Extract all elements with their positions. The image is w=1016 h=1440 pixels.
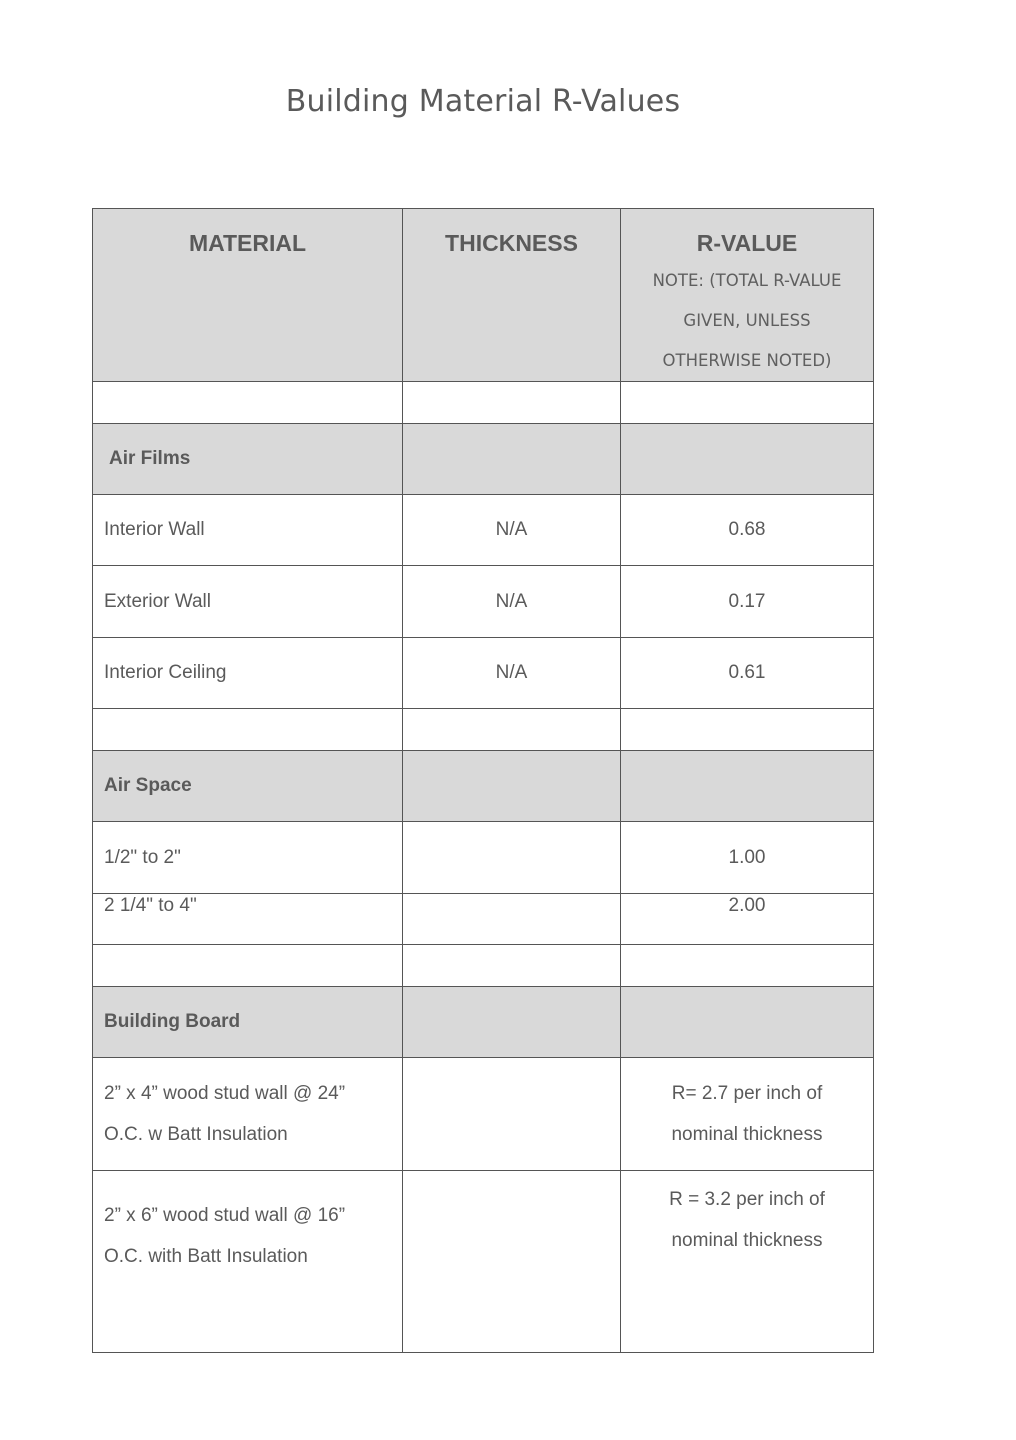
section-label: Air Space [93, 751, 403, 822]
rvalue-cell: 0.68 [621, 495, 874, 566]
empty-cell [621, 709, 874, 751]
rvalue-cell: 0.61 [621, 638, 874, 709]
empty-cell [403, 424, 621, 495]
rvalue-cell [621, 1058, 874, 1171]
material-line: 2” x 4” wood stud wall @ 24” [104, 1083, 346, 1104]
rvalue-cell: 2.00 [621, 894, 874, 945]
material-line: O.C. w Batt Insulation [104, 1124, 288, 1145]
material-line: 2” x 6” wood stud wall @ 16” [104, 1205, 346, 1226]
table-row [93, 1058, 874, 1171]
empty-cell [621, 751, 874, 822]
thickness-cell [403, 822, 621, 894]
empty-cell [621, 382, 874, 424]
material-cell [93, 1058, 403, 1171]
spacer-row [93, 945, 874, 987]
empty-cell [93, 382, 403, 424]
rvalue-cell: 0.17 [621, 566, 874, 638]
header-thickness [403, 209, 621, 382]
header-material [93, 209, 403, 382]
rvalue-line: nominal thickness [671, 1124, 823, 1145]
section-row-air-films [93, 424, 874, 495]
header-rvalue [621, 209, 874, 382]
material-cell [93, 1171, 403, 1353]
material-line: O.C. with Batt Insulation [104, 1246, 308, 1267]
header-row [93, 209, 874, 382]
material-cell: 1/2" to 2" [93, 822, 403, 894]
table-row [93, 566, 874, 638]
rvalue-line: nominal thickness [671, 1230, 823, 1251]
header-note-line: NOTE: (TOTAL R-VALUE [652, 271, 842, 290]
empty-cell [403, 945, 621, 987]
table-row [93, 894, 874, 945]
empty-cell [403, 382, 621, 424]
thickness-cell: N/A [403, 495, 621, 566]
thickness-cell: N/A [403, 638, 621, 709]
header-note [621, 261, 873, 381]
empty-cell [93, 709, 403, 751]
table-row [93, 495, 874, 566]
material-cell: Interior Wall [93, 495, 403, 566]
table-row [93, 638, 874, 709]
page-title: Building Material R-Values [285, 84, 681, 119]
thickness-cell [403, 1058, 621, 1171]
thickness-cell [403, 894, 621, 945]
spacer-row [93, 382, 874, 424]
table-row [93, 822, 874, 894]
empty-cell [621, 945, 874, 987]
r-value-table [92, 208, 874, 1353]
section-label: Building Board [93, 987, 403, 1058]
section-label: Air Films [93, 424, 403, 495]
thickness-cell [403, 1171, 621, 1353]
section-row-building-board [93, 987, 874, 1058]
empty-cell [93, 945, 403, 987]
header-rvalue-label: R-VALUE [696, 230, 798, 256]
empty-cell [621, 987, 874, 1058]
header-thickness-label: THICKNESS [445, 230, 578, 256]
rvalue-line: R = 3.2 per inch of [669, 1189, 825, 1210]
rvalue-cell: 1.00 [621, 822, 874, 894]
rvalue-line: R= 2.7 per inch of [671, 1083, 823, 1104]
material-cell: 2 1/4" to 4" [93, 894, 403, 945]
empty-cell [403, 751, 621, 822]
header-note-line: OTHERWISE NOTED) [662, 351, 832, 370]
spacer-row [93, 709, 874, 751]
material-cell: Interior Ceiling [93, 638, 403, 709]
rvalue-cell [621, 1171, 874, 1353]
header-note-line: GIVEN, UNLESS [683, 311, 811, 330]
empty-cell [621, 424, 874, 495]
thickness-cell: N/A [403, 566, 621, 638]
table-row [93, 1171, 874, 1353]
section-row-air-space [93, 751, 874, 822]
empty-cell [403, 987, 621, 1058]
empty-cell [403, 709, 621, 751]
header-material-label: MATERIAL [188, 230, 307, 256]
material-cell: Exterior Wall [93, 566, 403, 638]
